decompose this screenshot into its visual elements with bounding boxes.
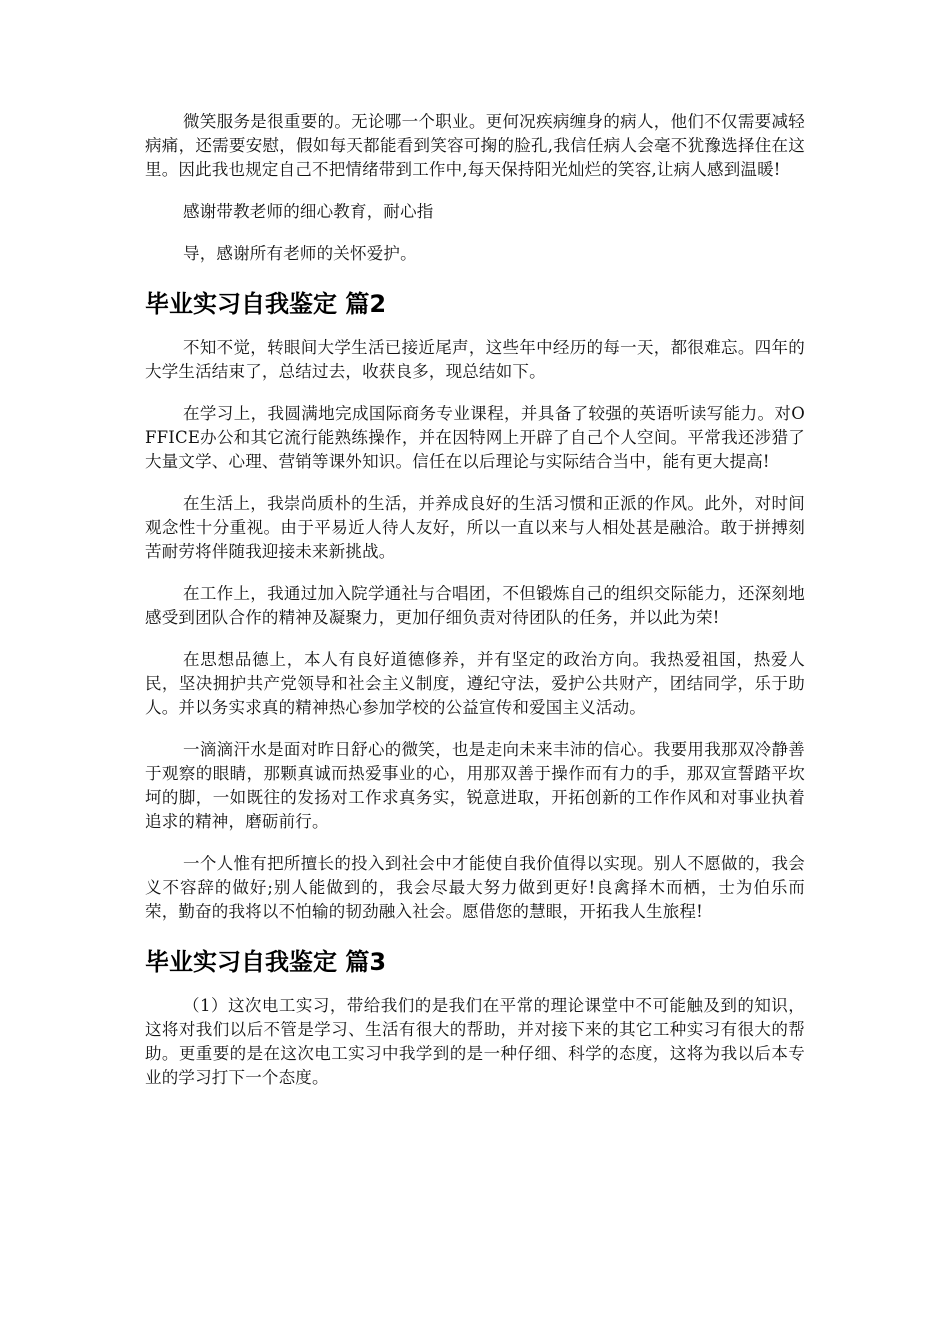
paragraph: 感谢带教老师的细心教育，耐心指 bbox=[183, 202, 434, 221]
paragraph: 一滴滴汗水是面对昨日舒心的微笑，也是走向未来丰沛的信心。我要用我那双冷静善于观察的眼睛，那颗真诚而热爱事业的心，用那双善于操作而有力的手，那双宣誓踏平坎坷的脚，一如既往的发扬对工作求真务实，锐意进取，开拓创新的工作作风和对事业执着追求的精神，磨砺前行。 bbox=[145, 740, 805, 831]
paragraph: 一个人惟有把所擅长的投入到社会中才能使自我价值得以实现。别人不愿做的，我会义不容辞的做好;别人能做到的，我会尽最大努力做到更好!良禽择木而栖，士为伯乐而荣，勤奋的我将以不怕输的韧劲融入社会。愿借您的慧眼，开拓我人生旅程! bbox=[145, 854, 805, 921]
paragraph: 在工作上，我通过加入院学通社与合唱团，不但锻炼自己的组织交际能力，还深刻地感受到团队合作的精神及凝聚力，更加仔细负责对待团队的任务，并以此为荣! bbox=[145, 584, 805, 627]
paragraph: 不知不觉，转眼间大学生活已接近尾声，这些年中经历的每一天，都很难忘。四年的大学生活结束了，总结过去，收获良多，现总结如下。 bbox=[145, 338, 805, 381]
section-heading: 毕业实习自我鉴定 篇2 bbox=[145, 290, 387, 318]
section-heading: 毕业实习自我鉴定 篇3 bbox=[145, 948, 387, 976]
paragraph: 在生活上，我崇尚质朴的生活，并养成良好的生活习惯和正派的作风。此外，对时间观念性十分重视。由于平易近人待人友好，所以一直以来与人相处甚是融洽。敢于拼搏刻苦耐劳将伴随我迎接未来新挑战。 bbox=[145, 494, 805, 561]
paragraph: 导，感谢所有老师的关怀爱护。 bbox=[183, 244, 417, 263]
paragraph: （1）这次电工实习，带给我们的是我们在平常的理论课堂中不可能触及到的知识，这将对我们以后不管是学习、生活有很大的帮助，并对接下来的其它工种实习有很大的帮助。更重要的是在这次电工实习中我学到的是一种仔细、科学的态度，这将为我以后本专业的学习打下一个态度。 bbox=[145, 996, 805, 1087]
paragraph: 在学习上，我圆满地完成国际商务专业课程，并具备了较强的英语听读写能力。对OFFICE办公和其它流行能熟练操作，并在因特网上开辟了自己个人空间。平常我还涉猎了大量文学、心理、营销等课外知识。信任在以后理论与实际结合当中，能有更大提高! bbox=[145, 404, 805, 471]
document-page bbox=[145, 110, 805, 1090]
paragraph: 微笑服务是很重要的。无论哪一个职业。更何况疾病缠身的病人，他们不仅需要减轻病痛，还需要安慰，假如每天都能看到笑容可掬的脸孔,我信任病人会毫不犹豫选择住在这里。因此我也规定自己不把情绪带到工作中,每天保持阳光灿烂的笑容,让病人感到温暖! bbox=[145, 112, 805, 179]
paragraph: 在思想品德上，本人有良好道德修养，并有坚定的政治方向。我热爱祖国，热爱人民，坚决拥护共产党领导和社会主义制度，遵纪守法，爱护公共财产，团结同学，乐于助人。并以务实求真的精神热心参加学校的公益宣传和爱国主义活动。 bbox=[145, 650, 805, 717]
